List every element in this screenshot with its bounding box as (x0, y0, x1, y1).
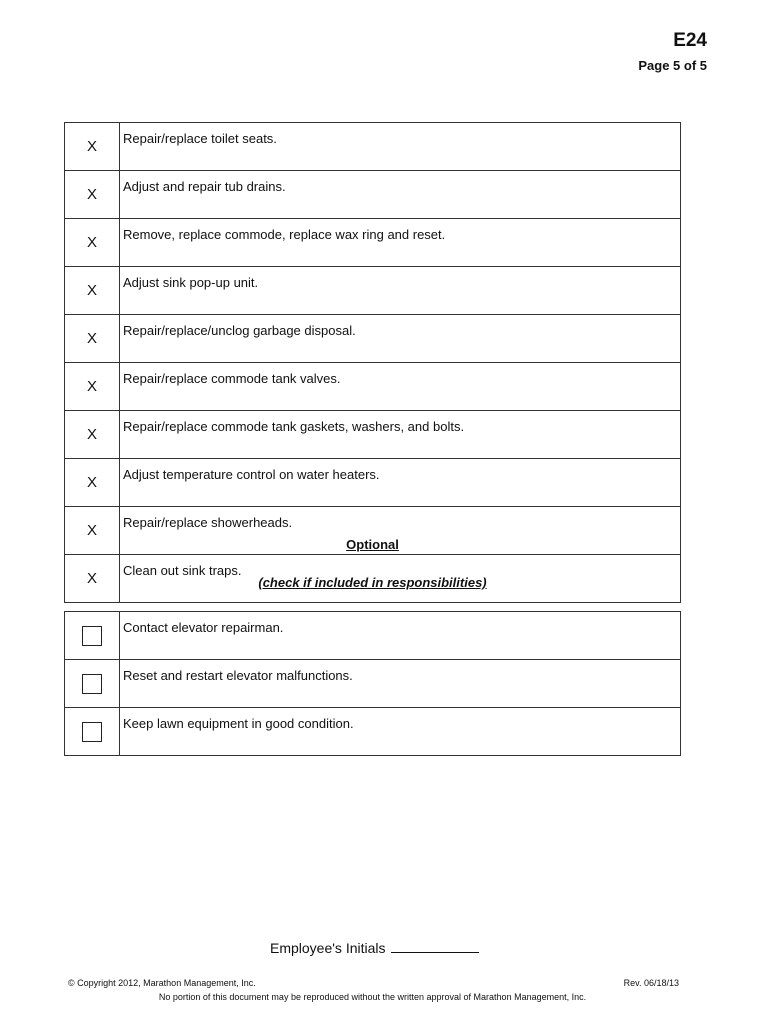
task-mark: X (65, 123, 120, 171)
checkbox[interactable] (82, 674, 102, 694)
task-mark: X (65, 219, 120, 267)
task-text: Adjust sink pop-up unit. (120, 267, 681, 315)
task-text: Repair/replace showerheads. (120, 507, 681, 555)
task-text: Remove, replace commode, replace wax ring and reset. (120, 219, 681, 267)
table-row (65, 459, 681, 507)
initials-label: Employee's Initials (270, 940, 386, 956)
task-mark: X (65, 459, 120, 507)
task-mark: X (65, 363, 120, 411)
task-text: Clean out sink traps. (120, 555, 681, 603)
optional-task-text: Keep lawn equipment in good condition. (120, 708, 681, 756)
task-mark: X (65, 555, 120, 603)
task-mark: X (65, 315, 120, 363)
optional-checkbox-cell (65, 708, 120, 756)
table-row (65, 219, 681, 267)
copyright-text: © Copyright 2012, Marathon Management, Inc. (68, 978, 256, 988)
task-mark: X (65, 507, 120, 555)
optional-task-text: Contact elevator repairman. (120, 612, 681, 660)
required-tasks-table (64, 122, 681, 603)
task-mark: X (65, 411, 120, 459)
initials-line[interactable] (391, 938, 479, 953)
task-mark: X (65, 171, 120, 219)
table-row (65, 411, 681, 459)
optional-checkbox-cell (65, 660, 120, 708)
table-row (65, 363, 681, 411)
table-row (65, 660, 681, 708)
optional-task-text: Reset and restart elevator malfunctions. (120, 660, 681, 708)
optional-tasks-table (64, 611, 681, 756)
task-text: Adjust temperature control on water heaters. (120, 459, 681, 507)
table-row (65, 171, 681, 219)
optional-checkbox-cell (65, 612, 120, 660)
table-row (65, 267, 681, 315)
page-number: Page 5 of 5 (638, 58, 707, 73)
task-text: Repair/replace commode tank gaskets, washers, and bolts. (120, 411, 681, 459)
table-row (65, 123, 681, 171)
optional-subheading: (check if included in responsibilities) (258, 575, 487, 590)
checkbox[interactable] (82, 722, 102, 742)
form-code: E24 (673, 30, 707, 51)
optional-heading: Optional (346, 537, 399, 552)
table-row (65, 612, 681, 660)
table-row (65, 315, 681, 363)
task-text: Adjust and repair tub drains. (120, 171, 681, 219)
table-row (65, 708, 681, 756)
task-mark: X (65, 267, 120, 315)
task-text: Repair/replace commode tank valves. (120, 363, 681, 411)
task-text: Repair/replace/unclog garbage disposal. (120, 315, 681, 363)
task-text: Repair/replace toilet seats. (120, 123, 681, 171)
checkbox[interactable] (82, 626, 102, 646)
employee-initials (270, 938, 479, 956)
reproduction-notice: No portion of this document may be reproduced without the written approval of Marathon Management, Inc. (158, 992, 587, 1002)
revision-text: Rev. 06/18/13 (623, 978, 679, 988)
